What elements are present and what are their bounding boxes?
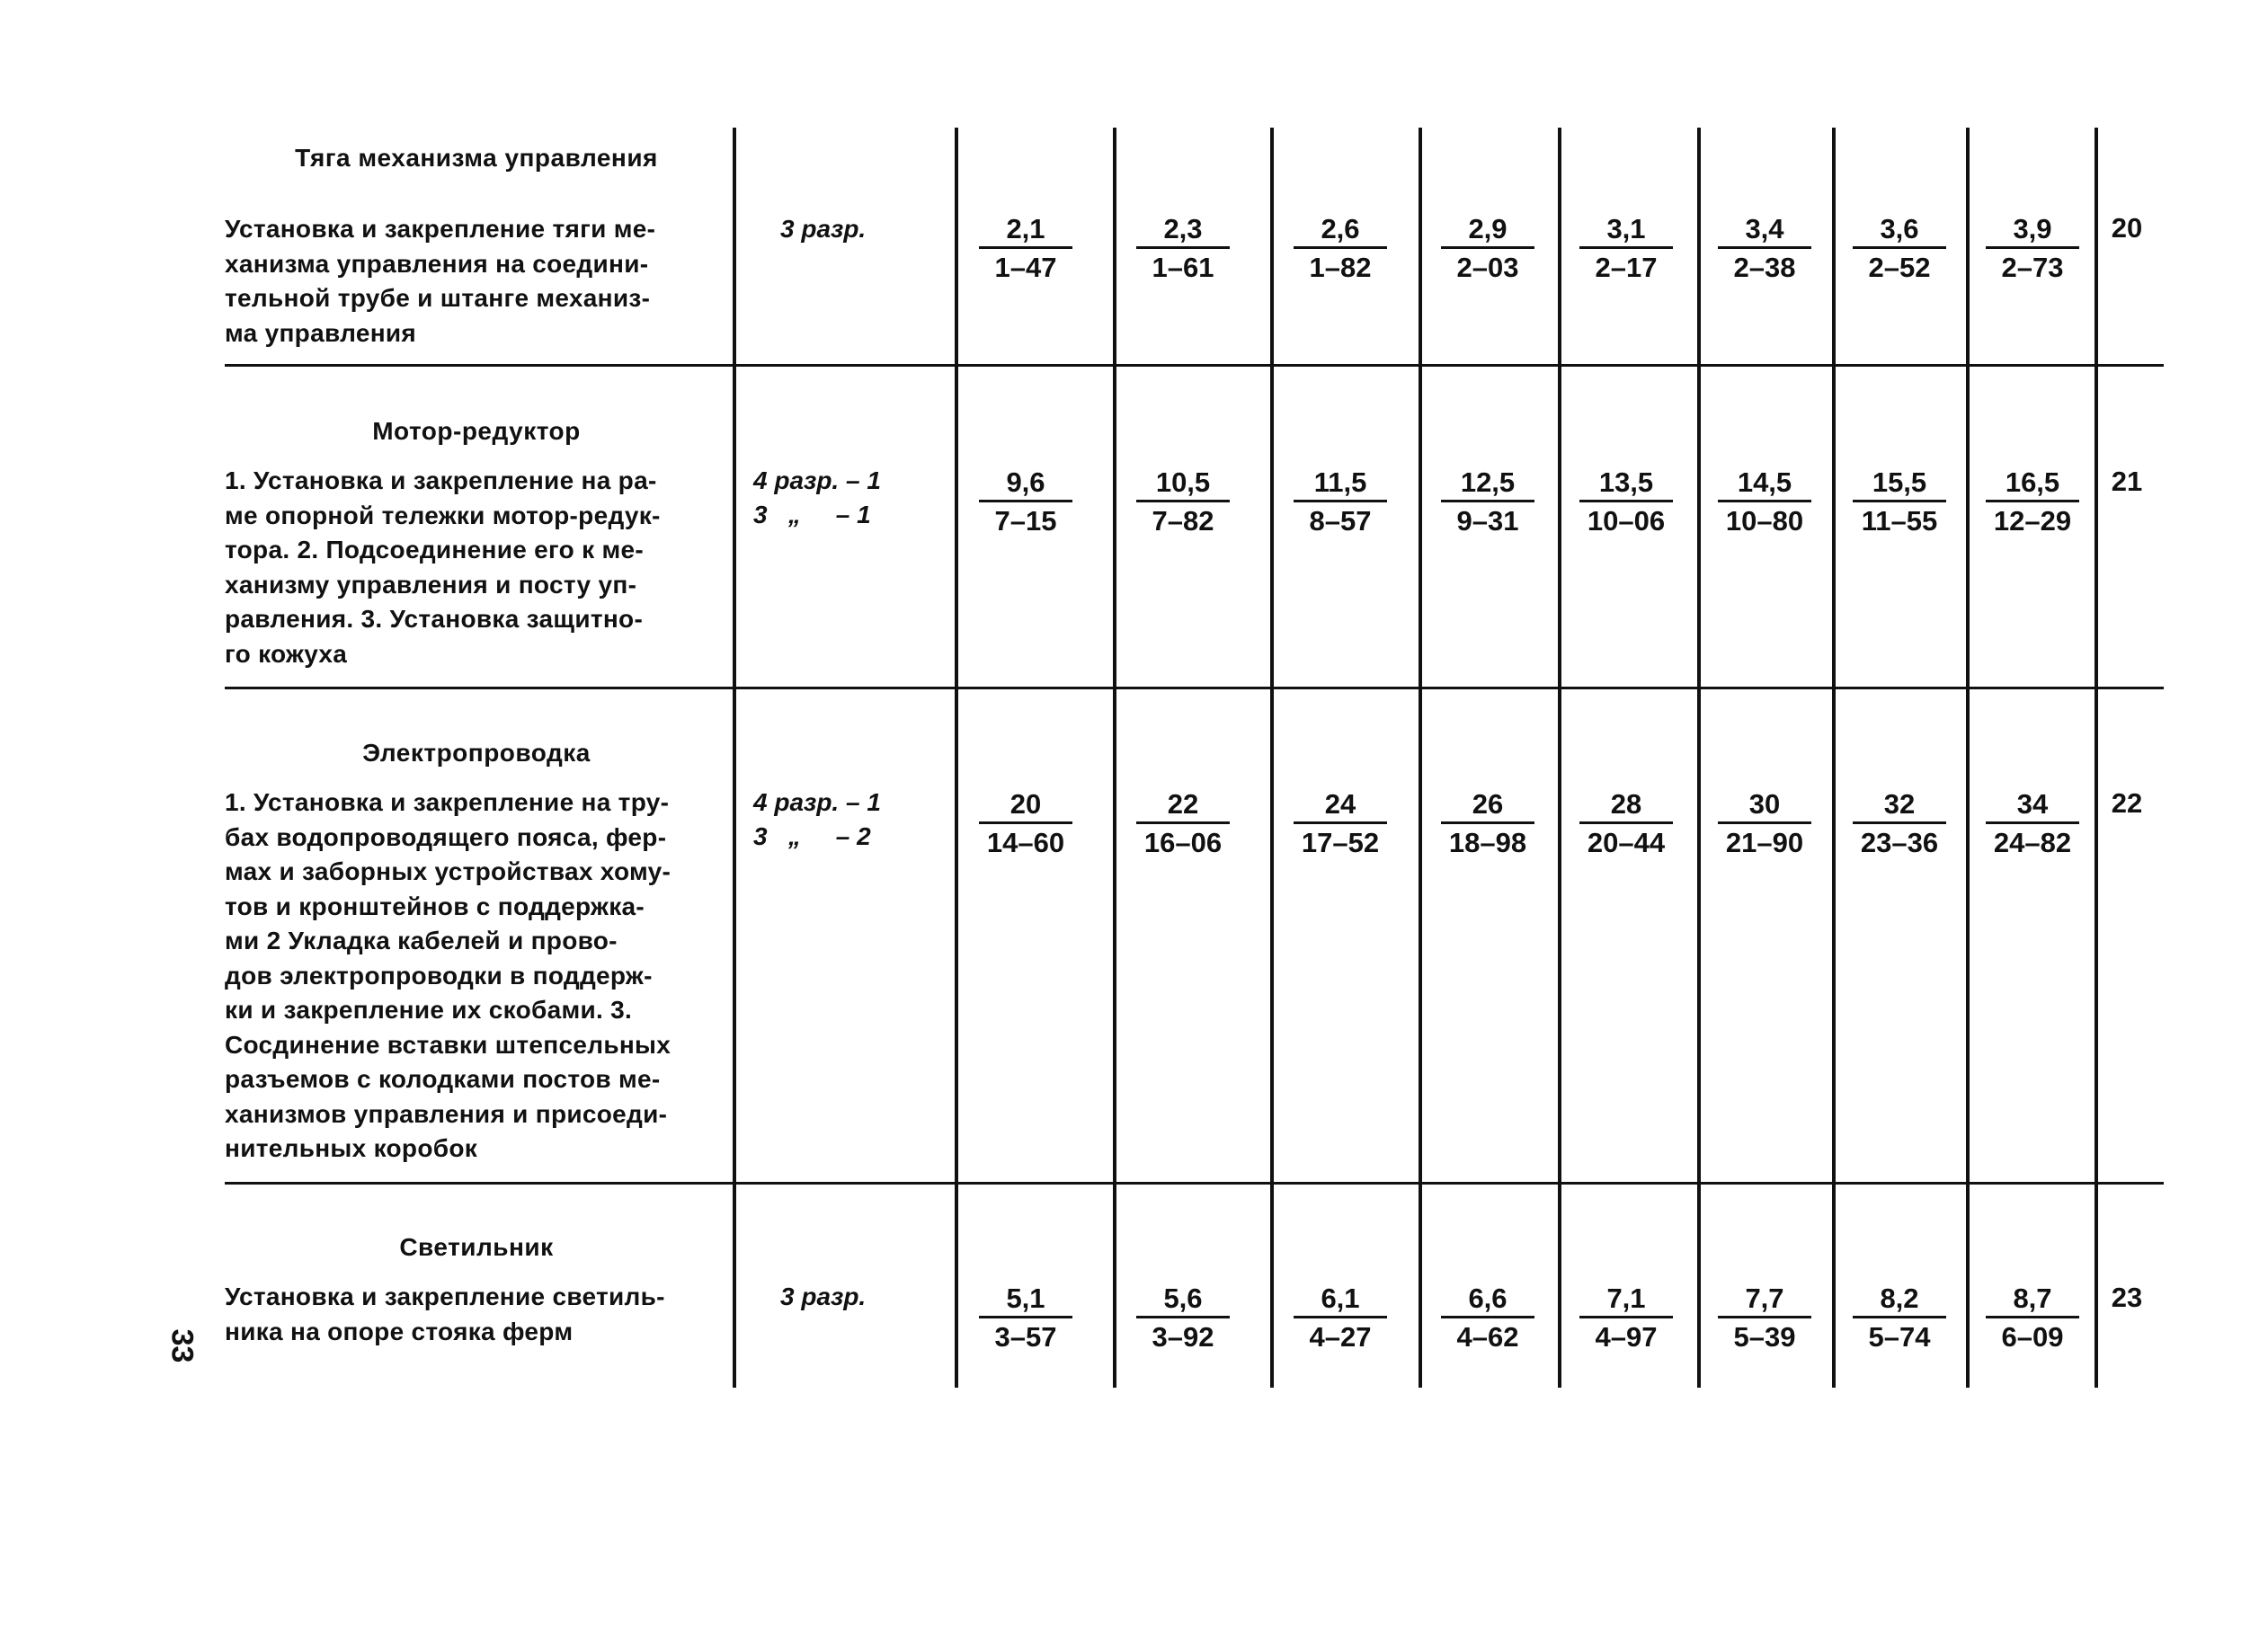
worker-grade: 3 разр. xyxy=(780,1283,867,1310)
section-title: Электропроводка xyxy=(362,739,591,767)
norm-value: $\frac{5,1}{3-57}$ xyxy=(979,1282,1072,1354)
norm-value: $\frac{10,5}{7-82}$ xyxy=(1136,466,1230,538)
norm-value: $\frac{28}{20-44}$ xyxy=(1579,787,1673,860)
norm-value: $\frac{7,7}{5-39}$ xyxy=(1718,1282,1811,1354)
norm-value: $\frac{2,9}{2-03}$ xyxy=(1441,212,1534,285)
row-number: 20 xyxy=(2111,212,2143,244)
norm-value: $\frac{2,3}{1-61}$ xyxy=(1136,212,1230,285)
norm-value: $\frac{9,6}{7-15}$ xyxy=(979,466,1072,538)
norm-value: $\frac{14,5}{10-80}$ xyxy=(1718,466,1811,538)
row-number: 21 xyxy=(2111,466,2143,497)
column-rule xyxy=(1697,128,1701,1388)
norm-value: $\frac{26}{18-98}$ xyxy=(1441,787,1534,860)
column-rule xyxy=(1558,128,1561,1388)
norm-value: $\frac{6,1}{4-27}$ xyxy=(1294,1282,1387,1354)
norm-value: $\frac{20}{14-60}$ xyxy=(979,787,1072,860)
norm-value: $\frac{22}{16-06}$ xyxy=(1136,787,1230,860)
column-rule xyxy=(1270,128,1274,1388)
norm-value: $\frac{11,5}{8-57}$ xyxy=(1294,466,1387,538)
norm-value: $\frac{12,5}{9-31}$ xyxy=(1441,466,1534,538)
column-rule xyxy=(1966,128,1970,1388)
worker-grade: 4 разр. – 1 3 „ – 1 xyxy=(753,466,881,528)
norm-value: $\frac{6,6}{4-62}$ xyxy=(1441,1282,1534,1354)
column-rule xyxy=(2095,128,2098,1388)
norm-value: $\frac{3,9}{2-73}$ xyxy=(1986,212,2079,285)
norm-value: $\frac{5,6}{3-92}$ xyxy=(1136,1282,1230,1354)
row-separator xyxy=(225,1182,2164,1185)
section-title: Мотор-редуктор xyxy=(372,417,581,445)
work-description: Установка и закрепление тяги ме- ханизма управления на соедини- тельной трубе и штанге механиз- ма управления xyxy=(225,215,656,347)
worker-grade: 3 разр. xyxy=(780,215,867,243)
page-number: 33 xyxy=(165,1328,200,1363)
work-description: Установка и закрепление светиль- ника на опоре стояка ферм xyxy=(225,1283,665,1345)
column-rule xyxy=(733,128,736,1388)
norm-value: $\frac{3,6}{2-52}$ xyxy=(1853,212,1946,285)
row-separator xyxy=(225,687,2164,689)
section-title: Тяга механизма управления xyxy=(295,144,658,172)
work-description: 1. Установка и закрепление на тру- бах водопроводящего пояса, фер- мах и заборных устройствах хому- тов и кронштейнов с поддержка- ми 2 Укладка кабелей и прово- дов электропроводки в поддерж- ки и закрепление их скобами. 3. Сосдинение вставки штепсельных разъемов с колодками постов ме- ханизмов управления и присоеди- нительных коробок xyxy=(225,788,672,1162)
norm-value: $\frac{2,1}{1-47}$ xyxy=(979,212,1072,285)
worker-grade: 4 разр. – 1 3 „ – 2 xyxy=(753,788,881,850)
section-title: Светильник xyxy=(399,1233,554,1261)
norm-value: $\frac{16,5}{12-29}$ xyxy=(1986,466,2079,538)
row-separator xyxy=(225,364,2164,367)
norm-value: $\frac{34}{24-82}$ xyxy=(1986,787,2079,860)
column-rule xyxy=(1419,128,1422,1388)
norm-value: $\frac{24}{17-52}$ xyxy=(1294,787,1387,860)
norm-value: $\frac{3,1}{2-17}$ xyxy=(1579,212,1673,285)
norm-value: $\frac{8,7}{6-09}$ xyxy=(1986,1282,2079,1354)
norm-value: $\frac{13,5}{10-06}$ xyxy=(1579,466,1673,538)
norm-value: $\frac{2,6}{1-82}$ xyxy=(1294,212,1387,285)
column-rule xyxy=(1113,128,1116,1388)
column-rule xyxy=(1832,128,1836,1388)
column-rule xyxy=(955,128,958,1388)
norm-value: $\frac{3,4}{2-38}$ xyxy=(1718,212,1811,285)
norm-value: $\frac{8,2}{5-74}$ xyxy=(1853,1282,1946,1354)
row-number: 23 xyxy=(2111,1282,2143,1313)
norm-value: $\frac{32}{23-36}$ xyxy=(1853,787,1946,860)
norm-value: $\frac{30}{21-90}$ xyxy=(1718,787,1811,860)
work-description: 1. Установка и закрепление на ра- ме опорной тележки мотор-редук- тора. 2. Подсоединение его к ме- ханизму управления и посту уп- равления. 3. Установка защитно- го кожуха xyxy=(225,466,661,668)
norm-value: $\frac{7,1}{4-97}$ xyxy=(1579,1282,1673,1354)
norm-value: $\frac{15,5}{11-55}$ xyxy=(1853,466,1946,538)
row-number: 22 xyxy=(2111,787,2143,819)
